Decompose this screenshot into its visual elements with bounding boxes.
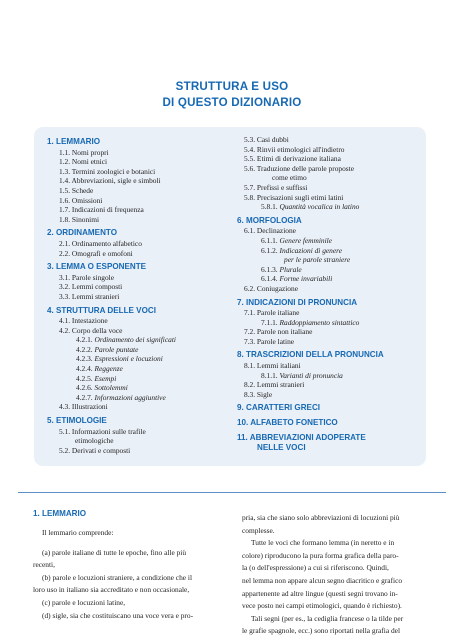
toc-subitem[interactable] [47, 383, 232, 393]
toc-subitem-text: Espressioni e locuzioni [94, 354, 163, 364]
toc-subitem-number: 7.1.1. [261, 317, 278, 327]
toc-subitem-text: Sottolemmi [94, 383, 128, 393]
toc-item[interactable]: 5.1. Informazioni sulle trafile [59, 426, 146, 436]
section-divider [18, 492, 446, 493]
body-line: loro uso in italiano sia accreditato e non occasionale, [33, 585, 190, 595]
toc-item[interactable]: 7.1. Parole italiane [244, 308, 300, 318]
toc-item[interactable]: 8.1. Lemmi italiani [244, 361, 301, 371]
toc-subitem-number: 6.1.2. [261, 245, 278, 255]
toc-item[interactable]: 5.2. Derivati e composti [59, 445, 131, 455]
toc-subitem[interactable] [244, 318, 424, 328]
toc-section-10-heading[interactable]: 10. ALFABETO FONETICO [237, 418, 338, 428]
toc-item[interactable]: 1.6. Omissioni [59, 195, 103, 205]
toc-item[interactable]: 5.6. Traduzione delle parole proposte [244, 163, 355, 173]
body-left-column [33, 508, 223, 622]
toc-subitem[interactable] [47, 335, 232, 345]
toc-right-column [237, 135, 424, 454]
toc-item[interactable]: 5.3. Casi dubbi [244, 135, 289, 144]
toc-subitem-text: Plurale [279, 264, 302, 274]
body-line: Il lemmario comprende: [42, 528, 114, 537]
body-line: la (o dell'espressione) a cui si riferiscono. Quindi, [242, 563, 389, 573]
toc-subitem[interactable] [47, 364, 232, 374]
body-line: vece posto nei campi etimologici, quando è richiesto). [242, 601, 402, 611]
table-of-contents [34, 127, 426, 466]
toc-subitem-number: 4.2.1. [76, 335, 93, 345]
toc-item[interactable]: 1.7. Indicazioni di frequenza [59, 205, 144, 215]
toc-subitem-number: 4.2.6. [76, 383, 93, 393]
body-line: le grafie spagnole, ecc.) sono riportati nella grafia del [242, 626, 401, 636]
toc-section-1-heading[interactable]: 1. LEMMARIO [47, 137, 101, 146]
toc-item[interactable]: 1.2. Nomi etnici [59, 157, 108, 167]
toc-subitem[interactable] [244, 265, 424, 275]
body-line: Tali segni (per es., la cediglia francese o la tilde per [251, 613, 404, 623]
toc-subitem-number: 4.2.3. [76, 354, 93, 364]
toc-item[interactable]: 4.1. Intestazione [59, 316, 108, 326]
toc-item[interactable]: 6.2. Coniugazione [244, 283, 298, 293]
toc-item-continuation: come etimo [272, 173, 307, 183]
toc-subitem-number: 4.2.7. [76, 392, 93, 402]
body-line: appartenente ad altre lingue (questi segni trovano in- [242, 588, 398, 598]
toc-item[interactable]: 4.2. Corpo della voce [59, 325, 123, 335]
toc-subitem-text: Parole puntate [94, 344, 139, 354]
body-line: pria, sia che siano solo abbreviazioni di locuzioni più [242, 513, 400, 522]
toc-subitem-text: Informazioni aggiuntive [94, 392, 166, 402]
body-line: (c) parole e locuzioni latine, [42, 597, 126, 607]
toc-section-5-heading[interactable]: 5. ETIMOLOGIE [47, 416, 107, 426]
toc-subitem-number: 4.2.4. [76, 364, 93, 374]
body-line: (a) parole italiane di tutte le epoche, fino alle più [42, 547, 187, 557]
body-line: complesse. [242, 525, 275, 535]
toc-item[interactable]: 1.4. Abbreviazioni, sigle e simboli [59, 176, 161, 186]
toc-subitem-text: Raddoppiamento sintattico [279, 317, 360, 327]
toc-subitem[interactable] [47, 345, 232, 355]
body-line: nel lemma non appare alcun segno diacritico e grafico [242, 575, 403, 585]
toc-subitem-text: Indicazioni di genere [279, 245, 343, 255]
toc-subitem-text: Esempi [94, 373, 117, 383]
toc-subitem-number: 6.1.1. [261, 235, 278, 245]
toc-item[interactable]: 2.1. Ordinamento alfabetico [59, 238, 142, 248]
toc-section-8-heading[interactable]: 8. TRASCRIZIONI DELLA PRONUNCIA [237, 350, 384, 360]
toc-item[interactable]: 1.8. Sinonimi [59, 214, 100, 224]
toc-item[interactable]: 5.5. Etimi di derivazione italiana [244, 154, 341, 164]
toc-item[interactable]: 3.3. Lemmi stranieri [59, 291, 120, 301]
toc-item[interactable]: 8.2. Lemmi stranieri [244, 380, 305, 390]
toc-subitem-text: Quantità vocalica in latino [279, 202, 360, 212]
toc-item[interactable]: 5.8. Precisazioni sugli etimi latini [244, 192, 344, 202]
page-title-line-2: DI QUESTO DIZIONARIO [162, 95, 302, 109]
toc-subitem[interactable] [244, 246, 424, 256]
toc-subitem-number: 6.1.3. [261, 264, 278, 274]
toc-subitem[interactable] [244, 274, 424, 284]
toc-item[interactable]: 5.4. Rinvii etimologici all'indietro [244, 144, 345, 154]
toc-subitem[interactable] [47, 374, 232, 384]
page-title [0, 79, 464, 110]
toc-subitem[interactable] [47, 393, 232, 403]
toc-subitem[interactable] [244, 371, 424, 381]
section-heading: 1. LEMMARIO [33, 509, 87, 518]
toc-subitem-continuation: per le parole straniere [284, 255, 351, 265]
toc-item[interactable]: 7.3. Parole latine [244, 336, 295, 346]
toc-subitem[interactable] [47, 354, 232, 364]
toc-subitem-number: 5.8.1. [261, 202, 278, 212]
body-line: recenti, [33, 560, 55, 570]
toc-item[interactable]: 1.1. Nomi propri [59, 147, 109, 157]
toc-subitem-number: 4.2.2. [76, 344, 93, 354]
body-line: (b) parole e locuzioni straniere, a condizione che il [42, 572, 193, 582]
toc-section-11-heading[interactable]: 11. ABBREVIAZIONI ADOPERATE [237, 432, 366, 442]
toc-subitem-number: 4.2.5. [76, 373, 93, 383]
body-line: Tutte le voci che formano lemma (in neretto e in [251, 538, 395, 548]
toc-item[interactable]: 8.3. Sigle [244, 389, 273, 399]
toc-subitem-number: 6.1.4. [261, 274, 278, 284]
toc-section-7-heading[interactable]: 7. INDICAZIONI DI PRONUNCIA [237, 297, 358, 307]
toc-section-3-heading[interactable]: 3. LEMMA O ESPONENTE [47, 262, 147, 272]
body-line: colore) riproducono la pura forma grafica della paro- [242, 550, 399, 560]
toc-item[interactable]: 5.7. Prefissi e suffissi [244, 182, 308, 192]
toc-section-6-heading[interactable]: 6. MORFOLOGIA [237, 215, 302, 225]
toc-subitem-text: Forme invariabili [279, 274, 333, 284]
toc-item[interactable]: 4.3. Illustrazioni [59, 402, 108, 412]
toc-subitem-text: Reggenze [94, 364, 123, 374]
body-right-column [242, 512, 430, 638]
toc-item-continuation: etimologiche [75, 436, 114, 446]
toc-section-9-heading[interactable]: 9. CARATTERI GRECI [237, 403, 321, 413]
toc-item[interactable]: 3.2. Lemmi composti [59, 282, 123, 292]
toc-subitem-text: Ordinamento dei significati [94, 335, 176, 345]
toc-subitem-text: Genere femminile [279, 235, 332, 245]
page-title-line-1: STRUTTURA E USO [175, 80, 289, 93]
toc-section-11-heading-continuation: NELLE VOCI [257, 443, 306, 453]
toc-subitem[interactable] [244, 202, 424, 212]
toc-item[interactable]: 3.1. Parole singole [59, 272, 115, 282]
toc-item[interactable]: 6.1. Declinazione [244, 226, 296, 236]
toc-item[interactable]: 7.2. Parole non italiane [244, 327, 313, 337]
toc-item[interactable]: 1.5. Schede [59, 185, 94, 195]
body-line: (d) sigle, sia che costituiscano una voce vera e pro- [42, 610, 194, 620]
toc-left-column [47, 135, 232, 455]
toc-item[interactable]: 1.3. Termini zoologici e botanici [59, 166, 156, 176]
toc-item[interactable]: 2.2. Omografi e omofoni [59, 248, 133, 258]
toc-subitem-number: 8.1.1. [261, 370, 278, 380]
toc-subitem[interactable] [244, 236, 424, 246]
toc-section-4-heading[interactable]: 4. STRUTTURA DELLE VOCI [47, 305, 156, 315]
toc-subitem-text: Varianti di pronuncia [279, 370, 343, 380]
toc-section-2-heading[interactable]: 2. ORDINAMENTO [47, 228, 118, 238]
